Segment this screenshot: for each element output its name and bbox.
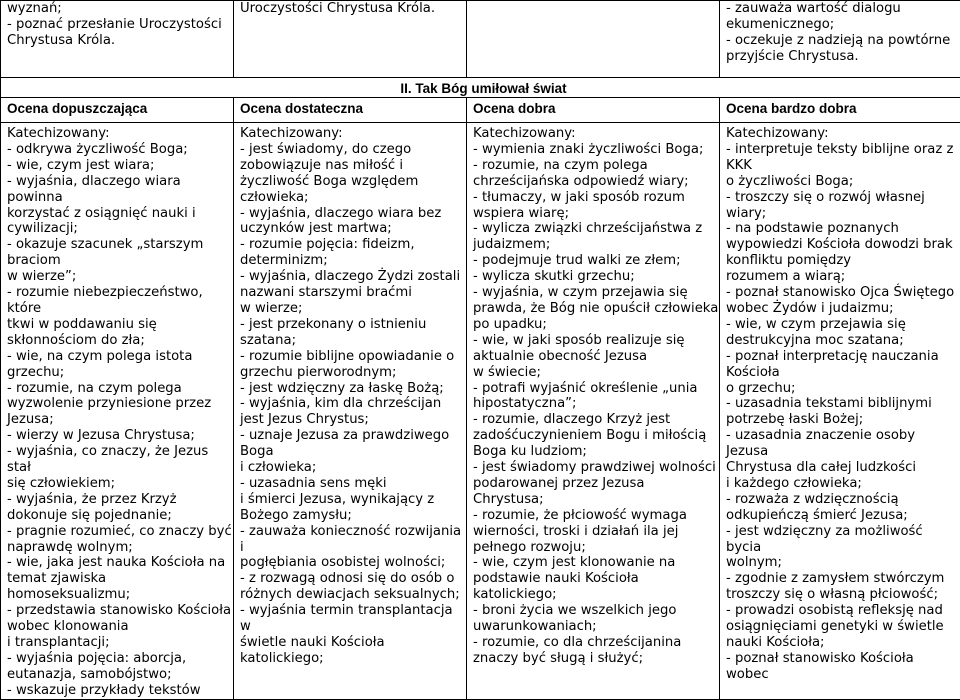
grade-header-dopuszczajaca xyxy=(1,98,234,123)
requirements-text: Katechizowany: - jest świadomy, do czego zobowiązuje nas miłość i życzliwość Boga względem człowieka; - wyjaśnia, dlaczego wiara bez uczynków jest martwa; - rozumie pojęcia: fideizm, determinizm; - wyjaśnia, dlaczego Żydzi zostali nazwani starszymi braćmi w wierze; - jest przekonany o istnieniu szatana; - rozumie biblijne opowiadanie o grzechu pierworodnym; - jest wdzięczny za łaskę Bożą; - wyjaśnia, kim dla chrześcijan jest Jezus Chrystus; - uznaje Jezusa za prawdziwego Boga i człowieka; - uzasadnia sens męki i śmierci Jezusa, wynikający z Bożego zamysłu; - zauważa konieczność rozwijania i pogłębiania osobistej wolności; - z rozwagą odnosi się do osób o różnych dewiacjach seksualnych; - wyjaśnia termin transplantacja w świetle nauki Kościoła katolickiego; xyxy=(240,123,466,667)
section-heading-cell xyxy=(1,78,960,98)
grade-header-label: Ocena dostateczna xyxy=(240,101,363,116)
top-cell-1-text: wyznań; - poznać przesłanie Uroczystości Chrystusa Króla. xyxy=(7,1,233,49)
top-cell-2 xyxy=(234,1,467,78)
requirements-dostateczna xyxy=(234,123,467,700)
grade-header-dostateczna xyxy=(234,98,467,123)
grade-header-bardzo-dobra xyxy=(720,98,960,123)
top-cell-1 xyxy=(1,1,234,78)
top-cell-3 xyxy=(467,1,720,78)
top-cell-4-text: - zauważa wartość dialogu ekumenicznego; - oczekuje z nadzieją na powtórne przyjście Chrystusa. xyxy=(726,1,960,65)
grade-header-label: Ocena dobra xyxy=(473,101,556,116)
previous-section-row xyxy=(1,1,960,78)
section-heading: II. Tak Bóg umiłował świat xyxy=(400,81,566,96)
requirements-dobra xyxy=(467,123,720,700)
grade-header-label: Ocena bardzo dobra xyxy=(726,101,857,116)
grade-header-label: Ocena dopuszczająca xyxy=(7,101,147,116)
top-cell-2-text: Uroczystości Chrystusa Króla. xyxy=(240,1,466,17)
requirements-text: Katechizowany: - odkrywa życzliwość Boga; - wie, czym jest wiara; - wyjaśnia, dlaczego wiara powinna korzystać z osiągnięć nauki i cywilizacji; - okazuje szacunek „starszym braciom w wierze”; - rozumie niebezpieczeństwo, które tkwi w poddawaniu się skłonnościom do zła; - wie, na czym polega istota grzechu; - rozumie, na czym polega wyzwolenie przyniesione przez Jezusa; - wierzy w Jezusa Chrystusa; - wyjaśnia, co znaczy, że Jezus stał się człowiekiem; - wyjaśnia, że przez Krzyż dokonuje się pojednanie; - pragnie rozumieć, co znaczy być naprawdę wolnym; - wie, jaka jest nauka Kościoła na temat zjawiska homoseksualizmu; - przedstawia stanowisko Kościoła wobec klonowania i transplantacji; - wyjaśnia pojęcia: aborcja, eutanazja, samobójstwo; - wskazuje przykłady tekstów xyxy=(7,123,233,699)
top-cell-4 xyxy=(720,1,960,78)
requirements-row xyxy=(1,123,960,700)
section-heading-row xyxy=(1,78,960,98)
grade-header-row xyxy=(1,98,960,123)
requirements-text: Katechizowany: - wymienia znaki życzliwości Boga; - rozumie, na czym polega chrześcijańska odpowiedź wiary; - tłumaczy, w jaki sposób rozum wspiera wiarę; - wylicza związki chrześcijaństwa z judaizmem; - podejmuje trud walki ze złem; - wylicza skutki grzechu; - wyjaśnia, w czym przejawia się prawda, że Bóg nie opuścił człowieka po upadku; - wie, w jaki sposób realizuje się aktualnie obecność Jezusa w świecie; - potrafi wyjaśnić określenie „unia hipostatyczna”; - rozumie, dlaczego Krzyż jest zadośćuczynieniem Bogu i miłością Boga ku ludziom; - jest świadomy prawdziwej wolności podarowanej przez Jezusa Chrystusa; - rozumie, że płciowość wymaga wierności, troski i działań ila jej pełnego rozwoju; - wie, czym jest klonowanie na podstawie nauki Kościoła katolickiego; - broni życia we wszelkich jego uwarunkowaniach; - rozumie, co dla chrześcijanina znaczy być sługą i służyć; xyxy=(473,123,719,667)
requirements-bardzo-dobra xyxy=(720,123,960,700)
requirements-text: Katechizowany: - interpretuje teksty biblijne oraz z KKK o życzliwości Boga; - troszczy się o rozwój własnej wiary; - na podstawie poznanych wypowiedzi Kościoła dowodzi brak konfliktu pomiędzy rozumem a wiarą; - poznał stanowisko Ojca Świętego wobec Żydów i judaizmu; - wie, w czym przejawia się destrukcyjna moc szatana; - poznał interpretację nauczania Kościoła o grzechu; - uzasadnia tekstami biblijnymi potrzebę łaski Bożej; - uzasadnia znaczenie osoby Jezusa Chrystusa dla całej ludzkości i każdego człowieka; - rozważa z wdzięcznością odkupieńczą śmierć Jezusa; - jest wdzięczny za możliwość bycia wolnym; - zgodnie z zamysłem stwórczym troszczy się o własną płciowość; - prowadzi osobistą refleksję nad osiągnięciami genetyki w świetle nauki Kościoła; - poznał stanowisko Kościoła wobec xyxy=(726,123,960,683)
requirements-dopuszczajaca xyxy=(1,123,234,700)
grade-header-dobra xyxy=(467,98,720,123)
